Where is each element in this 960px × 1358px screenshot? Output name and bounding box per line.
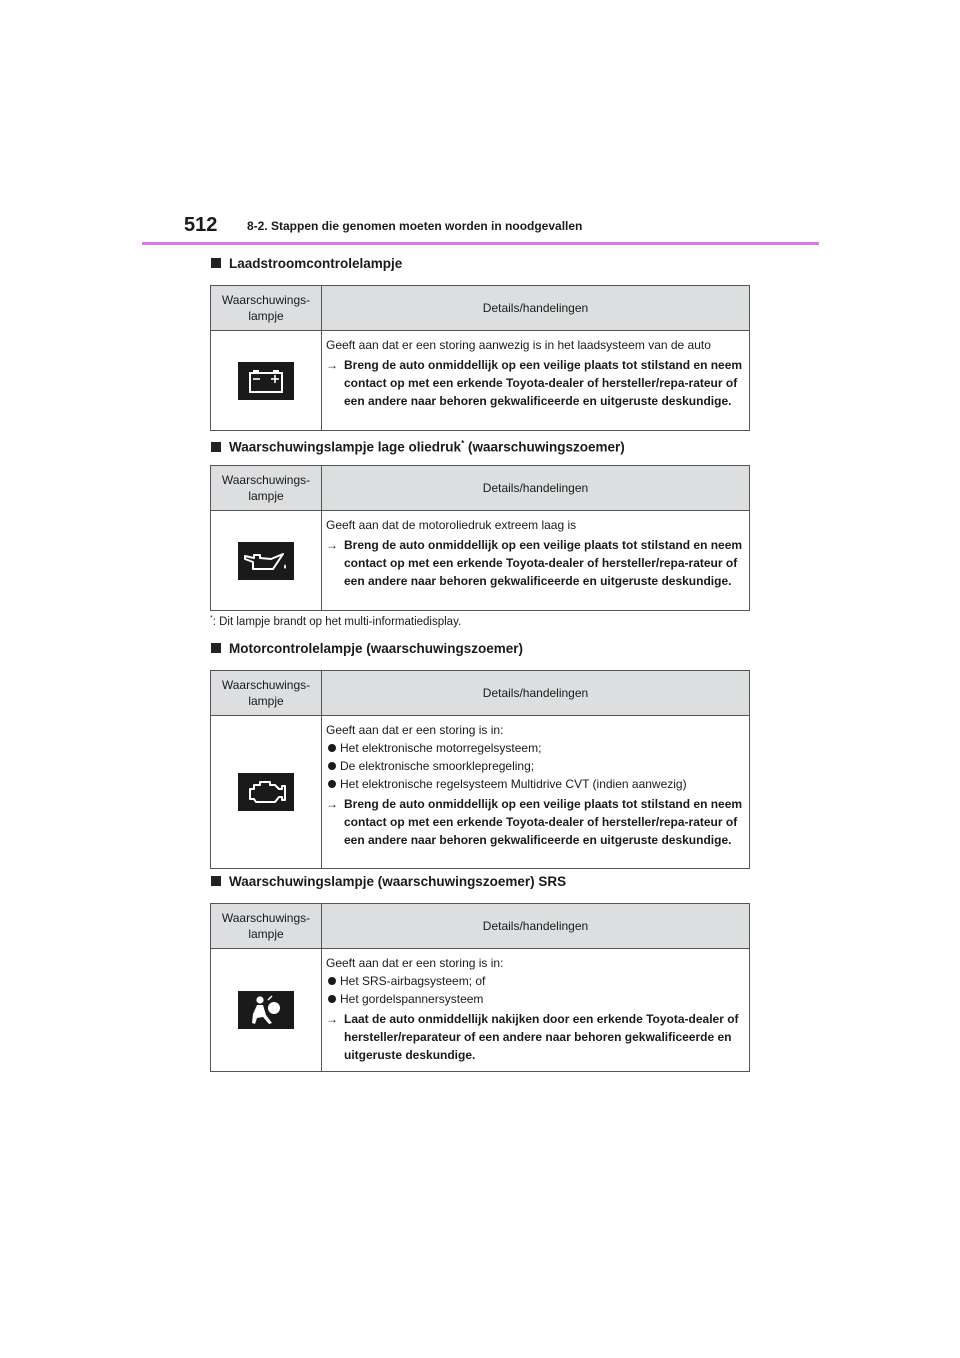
lamp-cell — [211, 511, 322, 611]
square-bullet-icon — [211, 643, 221, 653]
airbag-icon — [238, 991, 294, 1029]
square-bullet-icon — [211, 876, 221, 886]
chapter-title: 8-2. Stappen die genomen moeten worden in noodgevallen — [247, 219, 583, 233]
section-engine-lamp — [210, 640, 750, 869]
col-header-lamp: Waarschuwings- lampje — [211, 904, 322, 949]
list-item: Het SRS-airbagsysteem; of — [326, 972, 744, 990]
details-cell — [322, 511, 750, 611]
col-header-lamp: Waarschuwings- lampje — [211, 671, 322, 716]
warning-table — [210, 465, 750, 611]
square-bullet-icon — [211, 442, 221, 452]
lamp-cell — [211, 331, 322, 431]
action-line — [326, 1010, 744, 1064]
section-title-suffix: (waarschuwingszoemer) — [464, 439, 625, 455]
footnote-text: : Dit lampje brandt op het multi-informatiedisplay. — [212, 615, 462, 628]
action-line — [326, 795, 744, 849]
page-number: 512 — [184, 214, 218, 236]
details-intro: Geeft aan dat de motoroliedruk extreem laag is — [326, 518, 577, 532]
engine-icon — [238, 773, 294, 811]
lamp-cell — [211, 716, 322, 869]
col-header-details: Details/handelingen — [322, 904, 750, 949]
warning-table — [210, 670, 750, 869]
battery-icon — [238, 362, 294, 400]
action-line — [326, 536, 744, 590]
footnote-mark: * — [461, 439, 465, 448]
details-cell — [322, 949, 750, 1072]
action-text: Breng de auto onmiddellijk op een veilige plaats tot stilstand en neem contact op met een erkende Toyota-dealer of hersteller/repa-rateur of een andere naar behoren gekwalificeerde en uitgeruste deskundige. — [344, 358, 743, 408]
col-header-lamp: Waarschuwings- lampje — [211, 466, 322, 511]
list-item: Het elektronische regelsysteem Multidrive CVT (indien aanwezig) — [326, 775, 744, 793]
section-heading — [210, 640, 750, 658]
arrow-icon: → — [326, 358, 338, 372]
section-srs-lamp — [210, 873, 750, 1072]
col-header-details: Details/handelingen — [322, 286, 750, 331]
section-heading — [210, 435, 750, 453]
section-title: Motorcontrolelampje (waarschuwingszoemer) — [229, 641, 524, 656]
warning-table — [210, 903, 750, 1072]
section-heading — [210, 873, 750, 891]
section-oil-pressure-lamp — [210, 435, 750, 611]
list-item: De elektronische smoorklepregeling; — [326, 757, 744, 775]
arrow-icon: → — [326, 1012, 338, 1026]
col-header-details: Details/handelingen — [322, 671, 750, 716]
col-header-lamp: Waarschuwings- lampje — [211, 286, 322, 331]
details-intro: Geeft aan dat er een storing is in: — [326, 956, 504, 970]
details-cell — [322, 716, 750, 869]
section-charging-lamp — [210, 255, 750, 431]
list-item: Het gordelspannersysteem — [326, 990, 744, 1008]
list-item: Het elektronische motorregelsysteem; — [326, 739, 744, 757]
lamp-cell — [211, 949, 322, 1072]
section-heading — [210, 255, 750, 273]
footnote-mark: * — [210, 615, 213, 622]
details-cell — [322, 331, 750, 431]
section-title: Waarschuwingslampje lage oliedruk — [229, 439, 462, 455]
details-intro: Geeft aan dat er een storing aanwezig is in het laadsysteem van de auto — [326, 338, 711, 352]
action-line — [326, 356, 744, 410]
section-title: Waarschuwingslampje (waarschuwingszoemer) SRS — [229, 874, 567, 889]
arrow-icon: → — [326, 538, 338, 552]
section-title: Laadstroomcontrolelampje — [229, 256, 403, 271]
arrow-icon: → — [326, 797, 338, 811]
details-intro: Geeft aan dat er een storing is in: — [326, 723, 504, 737]
square-bullet-icon — [211, 258, 221, 268]
footnote — [210, 615, 461, 628]
col-header-details: Details/handelingen — [322, 466, 750, 511]
warning-table — [210, 285, 750, 431]
oil-can-icon — [238, 542, 294, 580]
header-divider — [142, 242, 819, 245]
action-text: Breng de auto onmiddellijk op een veilige plaats tot stilstand en neem contact op met een erkende Toyota-dealer of hersteller/repa-rateur of een andere naar behoren gekwalificeerde en uitgeruste deskundige. — [344, 538, 743, 588]
action-text: Laat de auto onmiddellijk nakijken door een erkende Toyota-dealer of hersteller/reparateur of een andere naar behoren gekwalificeerde en uitgeruste deskundige. — [344, 1012, 739, 1062]
action-text: Breng de auto onmiddellijk op een veilige plaats tot stilstand en neem contact op met een erkende Toyota-dealer of hersteller/repa-rateur of een andere naar behoren gekwalificeerde en uitgeruste deskundige. — [344, 797, 743, 847]
